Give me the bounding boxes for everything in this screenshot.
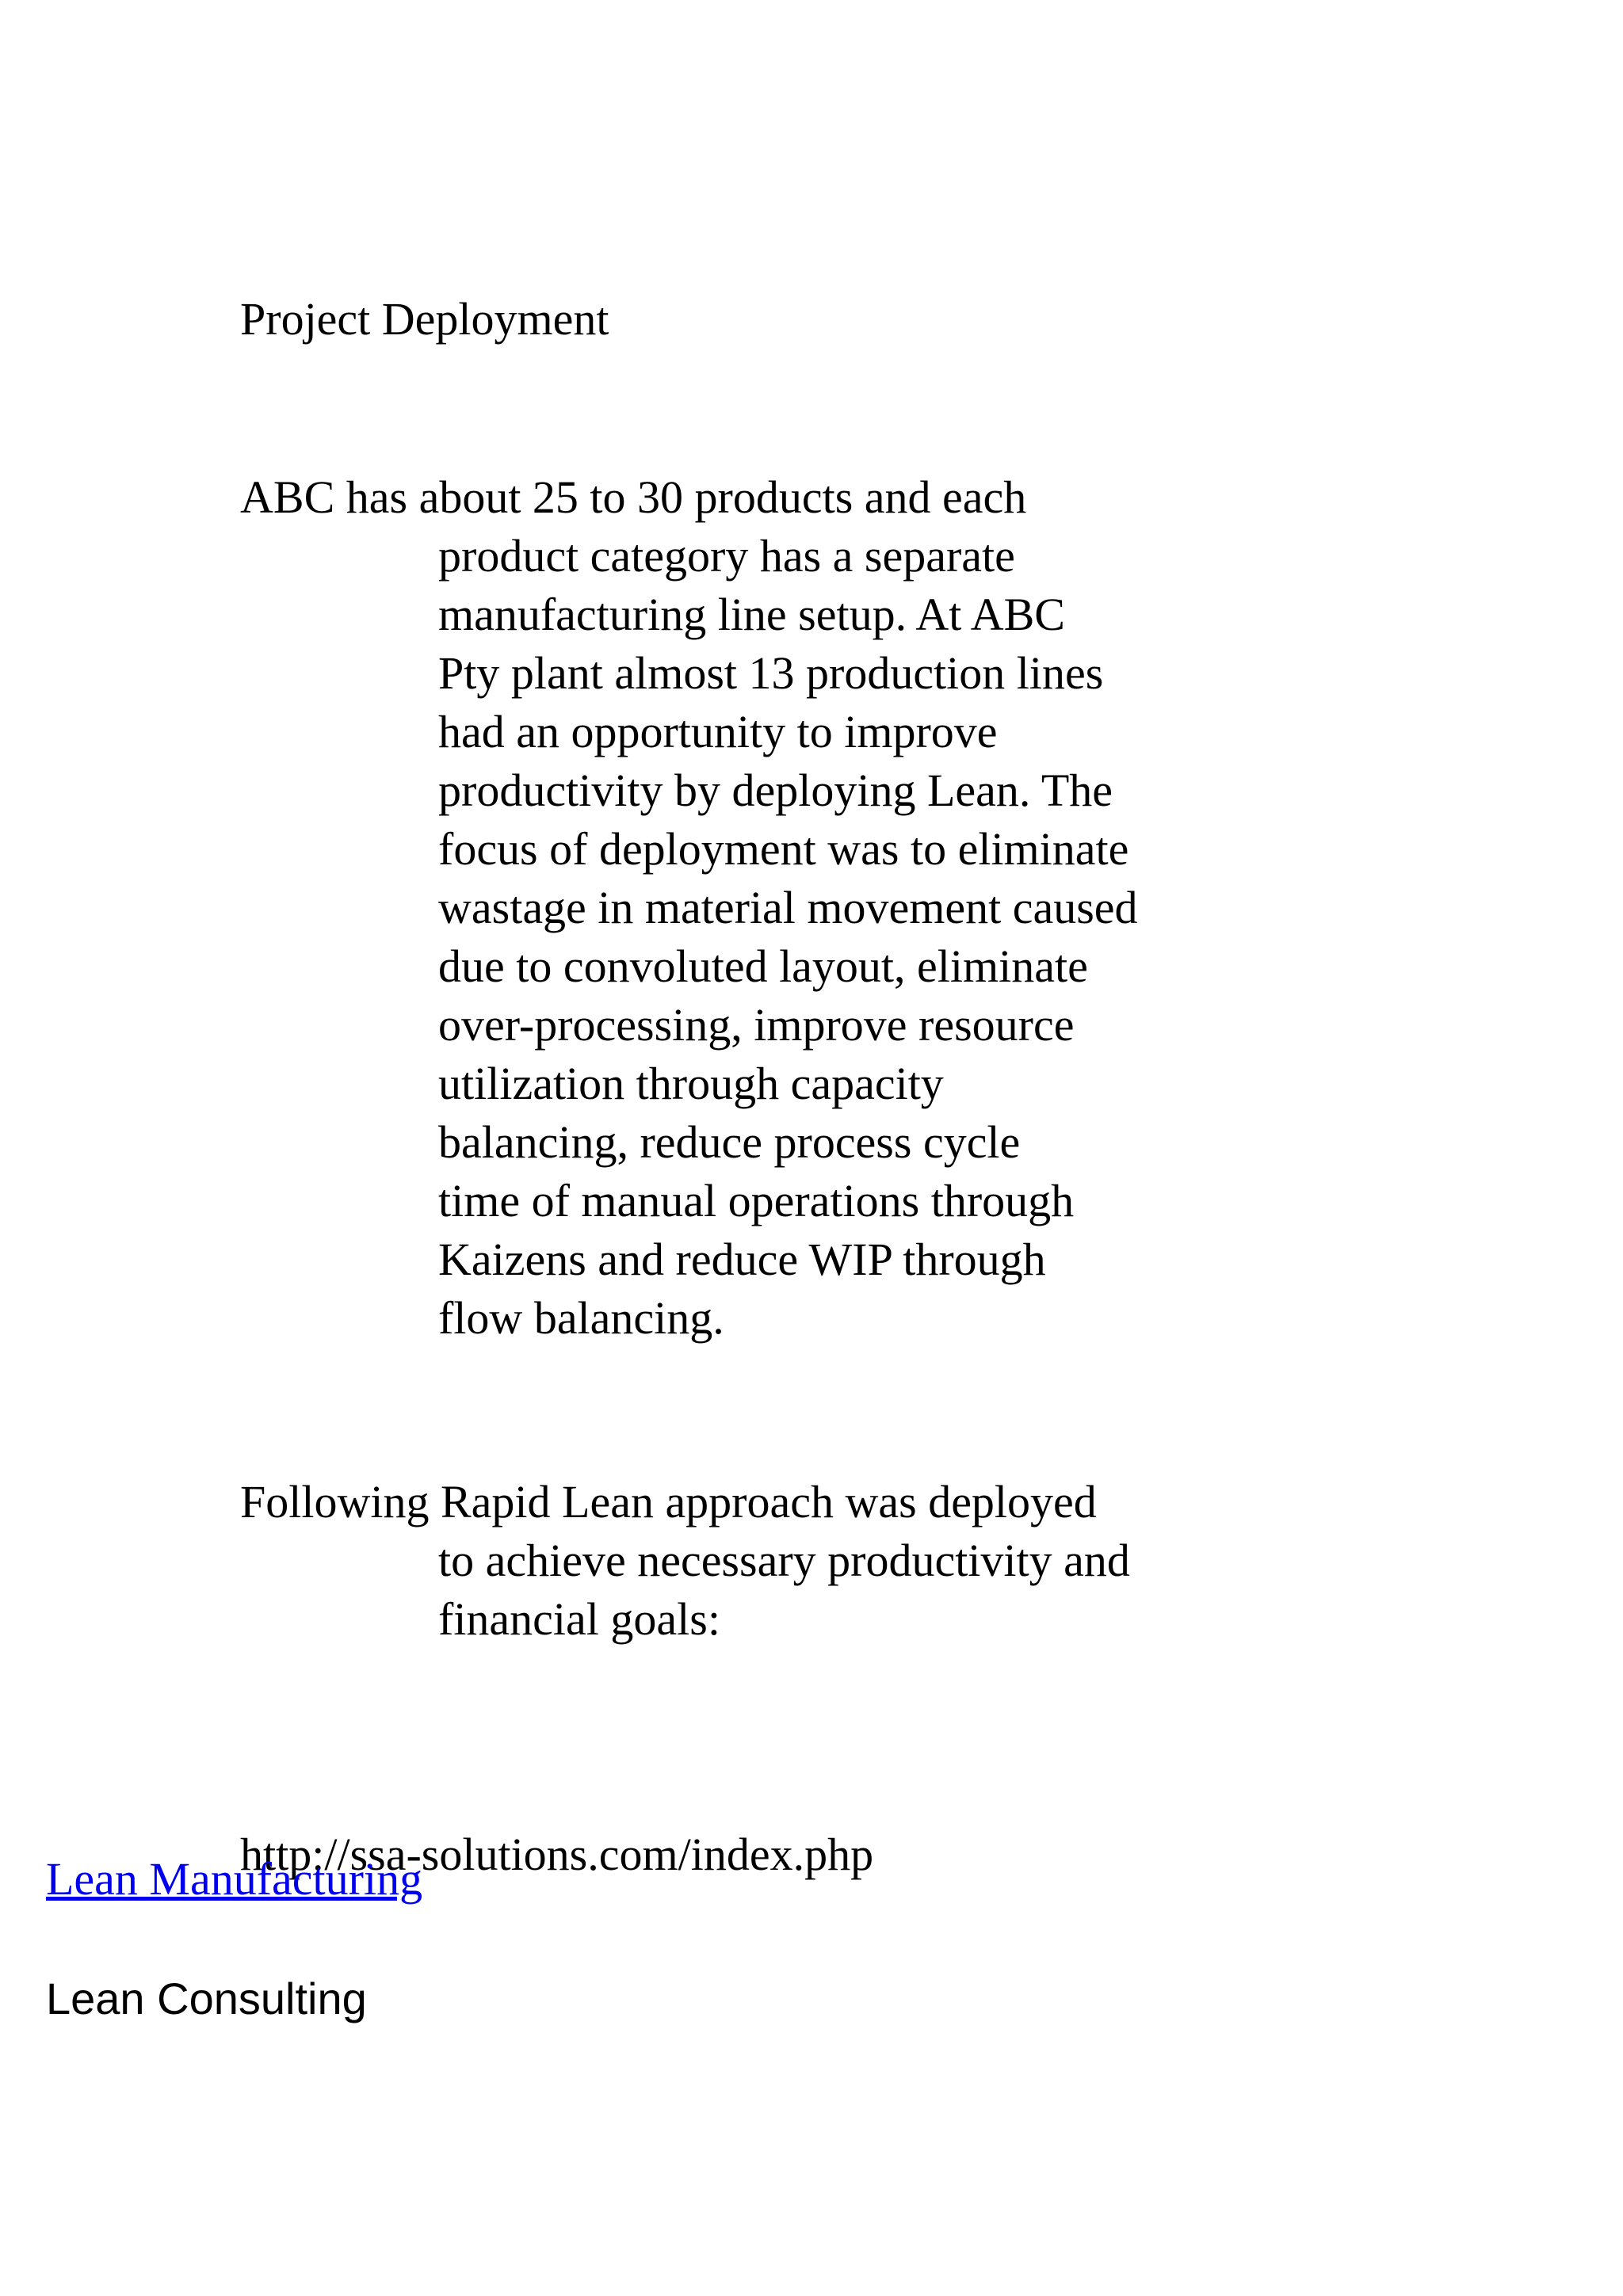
paragraph-line: manufacturing line setup. At ABC <box>438 589 1065 640</box>
paragraph-line: wastage in material movement caused <box>438 882 1138 933</box>
paragraph-line: product category has a separate <box>438 530 1015 582</box>
paragraph-line: balancing, reduce process cycle <box>438 1116 1021 1168</box>
paragraph-first-line: ABC has about 25 to 30 products and each <box>240 471 1027 523</box>
paragraph-line: due to convoluted layout, eliminate <box>438 940 1088 992</box>
paragraph-rapid-lean <box>240 1473 1270 1649</box>
lean-manufacturing-link[interactable]: Lean Manufacturing <box>46 1853 423 1905</box>
paragraph-first-line: Following Rapid Lean approach was deployed <box>240 1476 1097 1527</box>
paragraph-line: productivity by deploying Lean. The <box>438 765 1113 816</box>
lean-consulting-text: Lean Consulting <box>46 1974 367 2023</box>
paragraph-line: Kaizens and reduce WIP through <box>438 1234 1046 1285</box>
paragraph-continuation <box>240 527 1270 1348</box>
paragraph-line: time of manual operations through <box>438 1175 1075 1226</box>
paragraph-line: Pty plant almost 13 production lines <box>438 647 1104 699</box>
paragraph-line: utilization through capacity <box>438 1058 944 1109</box>
paragraph-continuation <box>240 1531 1270 1649</box>
paragraph-line: had an opportunity to improve <box>438 706 998 757</box>
paragraph-product-lines <box>240 468 1270 1348</box>
paragraph-line: over-processing, improve resource <box>438 999 1075 1051</box>
document-title: Project Deployment <box>240 293 609 345</box>
source-url-text: http://ssa-solutions.com/index.php <box>240 1829 874 1880</box>
paragraph-line: flow balancing. <box>438 1292 724 1344</box>
paragraph-line: financial goals: <box>438 1593 720 1645</box>
paragraph-line: to achieve necessary productivity and <box>438 1535 1130 1586</box>
paragraph-line: focus of deployment was to eliminate <box>438 823 1129 875</box>
